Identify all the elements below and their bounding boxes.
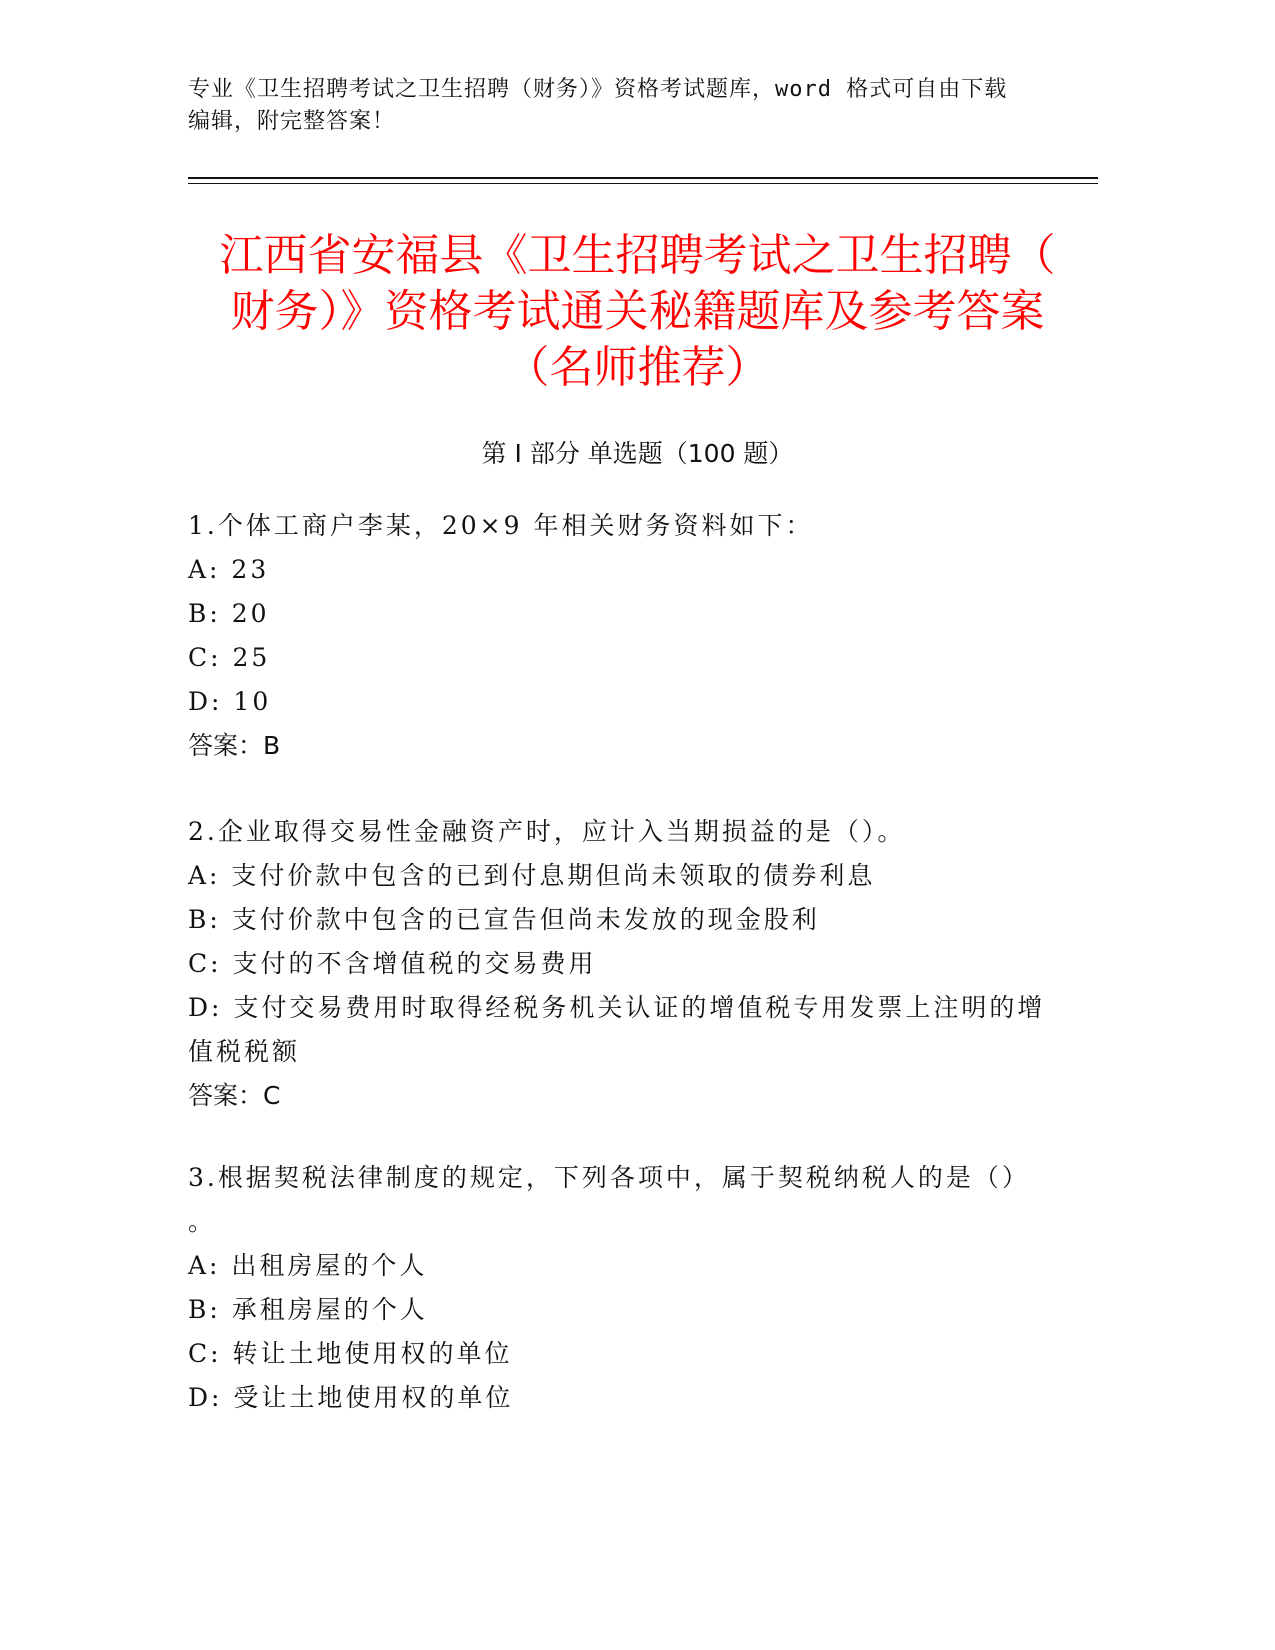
header-note	[188, 74, 1068, 138]
question-stem-continued: 。	[188, 1207, 217, 1236]
answer: 答案：B	[188, 731, 281, 760]
option-b: B: 支付价款中包含的已宣告但尚未发放的现金股利	[188, 905, 820, 934]
question-stem: 1.个体工商户李某，20×9 年相关财务资料如下：	[188, 511, 814, 540]
title-line: 财务）》资格考试通关秘籍题库及参考答案	[230, 286, 1045, 337]
option-d-continued: 值税税额	[188, 1037, 301, 1066]
option-c: C: 转让土地使用权的单位	[188, 1339, 513, 1368]
option-d: D: 受让土地使用权的单位	[188, 1383, 514, 1412]
option-c: C: 25	[188, 643, 271, 672]
question-3	[188, 1156, 1073, 1420]
option-d: D: 支付交易费用时取得经税务机关认证的增值税专用发票上注明的增	[188, 993, 1046, 1022]
header-note-line: 编辑，附完整答案！	[188, 109, 396, 134]
document-title	[160, 228, 1115, 396]
answer: 答案：C	[188, 1081, 281, 1110]
question-1	[188, 504, 1073, 768]
question-stem: 2.企业取得交易性金融资产时，应计入当期损益的是（）。	[188, 817, 906, 846]
title-line: 江西省安福县《卫生招聘考试之卫生招聘（	[219, 230, 1056, 281]
option-b: B: 承租房屋的个人	[188, 1295, 428, 1324]
question-stem: 3.根据契税法律制度的规定，下列各项中，属于契税纳税人的是（）	[188, 1163, 1030, 1192]
option-a: A: 23	[188, 555, 270, 584]
option-c: C: 支付的不含增值税的交易费用	[188, 949, 597, 978]
option-b: B: 20	[188, 599, 270, 628]
option-d: D: 10	[188, 687, 272, 716]
header-note-line: 专业《卫生招聘考试之卫生招聘（财务）》资格考试题库，word 格式可自由下载	[188, 77, 1008, 102]
header-divider	[188, 183, 1098, 184]
option-a: A: 出租房屋的个人	[188, 1251, 428, 1280]
section-heading: 第 I 部分 单选题（100 题）	[481, 439, 794, 468]
question-2	[188, 810, 1073, 1118]
title-line: （名师推荐）	[505, 342, 770, 393]
option-a: A: 支付价款中包含的已到付息期但尚未领取的债券利息	[188, 861, 876, 890]
header-divider	[188, 177, 1098, 179]
